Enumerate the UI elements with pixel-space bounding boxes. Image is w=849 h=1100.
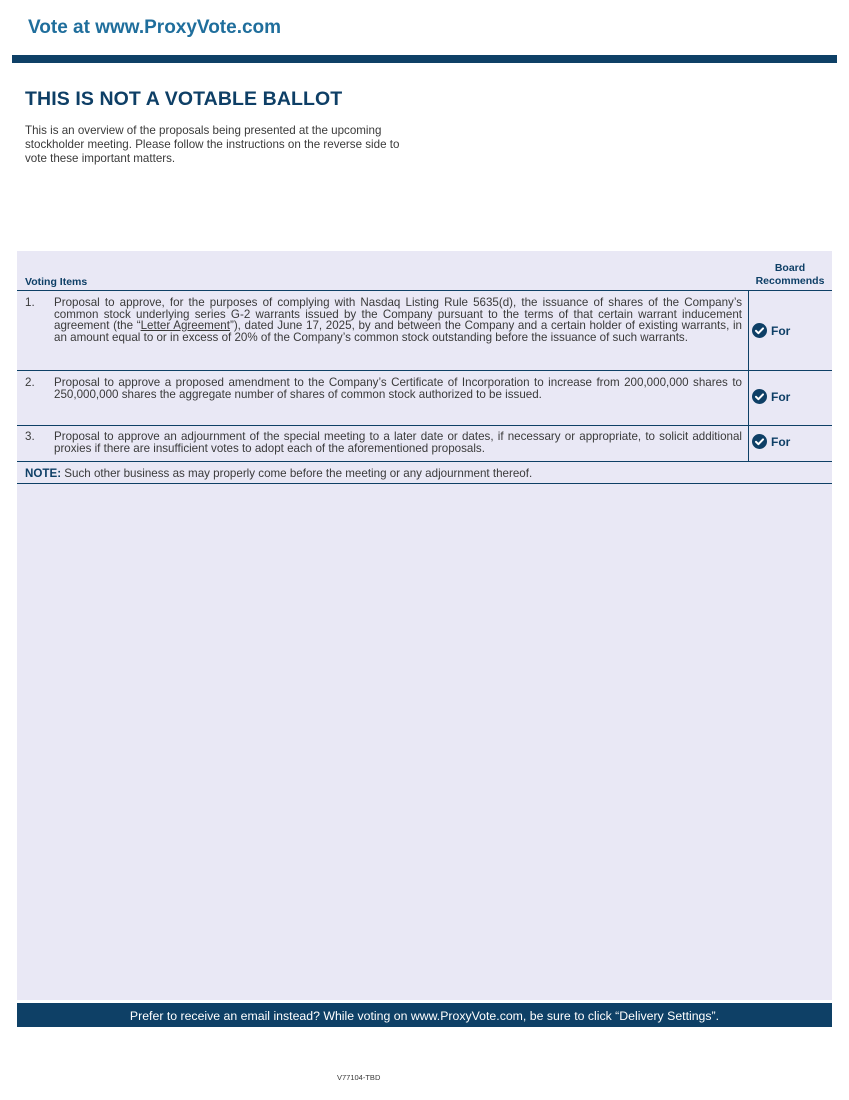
recommendation-label: For: [771, 434, 791, 449]
footer-bar: Prefer to receive an email instead? While voting on www.ProxyVote.com, be sure to click “Delivery Settings”.: [17, 1003, 832, 1027]
item-text: Proposal to approve an adjournment of the special meeting to a later date or dates, if necessary or appropriate, to solicit additional proxies if there are insufficient votes to adopt each of the aforementioned proposals.: [54, 430, 742, 455]
item-text: Proposal to approve a proposed amendment to the Company’s Certificate of Incorporation to increase from 200,000,000 shares to 250,000,000 shares the aggregate number of shares of common stock authorized to be issued.: [54, 376, 742, 401]
recommendation-2: [752, 389, 790, 404]
column-divider: [748, 290, 749, 461]
row-divider: [17, 425, 832, 426]
note: [25, 467, 532, 480]
item-number: 1.: [25, 296, 35, 309]
check-circle-icon: [752, 389, 767, 404]
voting-panel: [17, 251, 832, 1000]
item-text: Proposal to approve, for the purposes of complying with Nasdaq Listing Rule 5635(d), the issuance of shares of the Company’s common stock underlying series G-2 warrants issued by the Company pursuant to the terms of that certain warrant inducement agreement (the “Letter Agreement”), dated June 17, 2025, by and between the Company and a certain holder of existing warrants, in an amount equal to or in excess of 20% of the Company’s common stock outstanding before the issuance of such warrants.: [54, 296, 742, 344]
recommends-label: Recommends: [755, 274, 825, 287]
board-label: Board: [774, 262, 806, 274]
recommendation-label: For: [771, 323, 791, 338]
column-header-voting-items: Voting Items: [25, 276, 88, 288]
ballot-title: THIS IS NOT A VOTABLE BALLOT: [25, 88, 343, 110]
document-code: V77104-TBD: [337, 1073, 381, 1082]
voting-item-1: [25, 297, 742, 343]
note-label: NOTE:: [25, 467, 62, 480]
check-circle-icon: [752, 434, 767, 449]
header-title: Vote at www.ProxyVote.com: [28, 17, 282, 38]
note-text: Such other business as may properly come before the meeting or any adjournment thereof.: [61, 467, 533, 480]
voting-item-2: [25, 377, 742, 400]
row-divider: [17, 370, 832, 371]
row-divider: [17, 461, 832, 462]
voting-item-3: [25, 431, 742, 454]
recommendation-label: For: [771, 389, 791, 404]
item-number: 2.: [25, 376, 35, 389]
header-bar: [12, 55, 837, 63]
recommendation-3: [752, 434, 790, 449]
table-top-rule: [17, 290, 832, 291]
recommendation-1: [752, 323, 790, 338]
intro-text: This is an overview of the proposals being presented at the upcoming stockholder meeting. Please follow the instructions on the reverse side to vote these important matters.: [25, 124, 400, 165]
table-bottom-rule: [17, 483, 832, 484]
check-circle-icon: [752, 323, 767, 338]
column-header-board-recommends: [749, 262, 831, 287]
letter-agreement-link: Letter Agreement: [140, 319, 230, 332]
item-number: 3.: [25, 430, 35, 443]
